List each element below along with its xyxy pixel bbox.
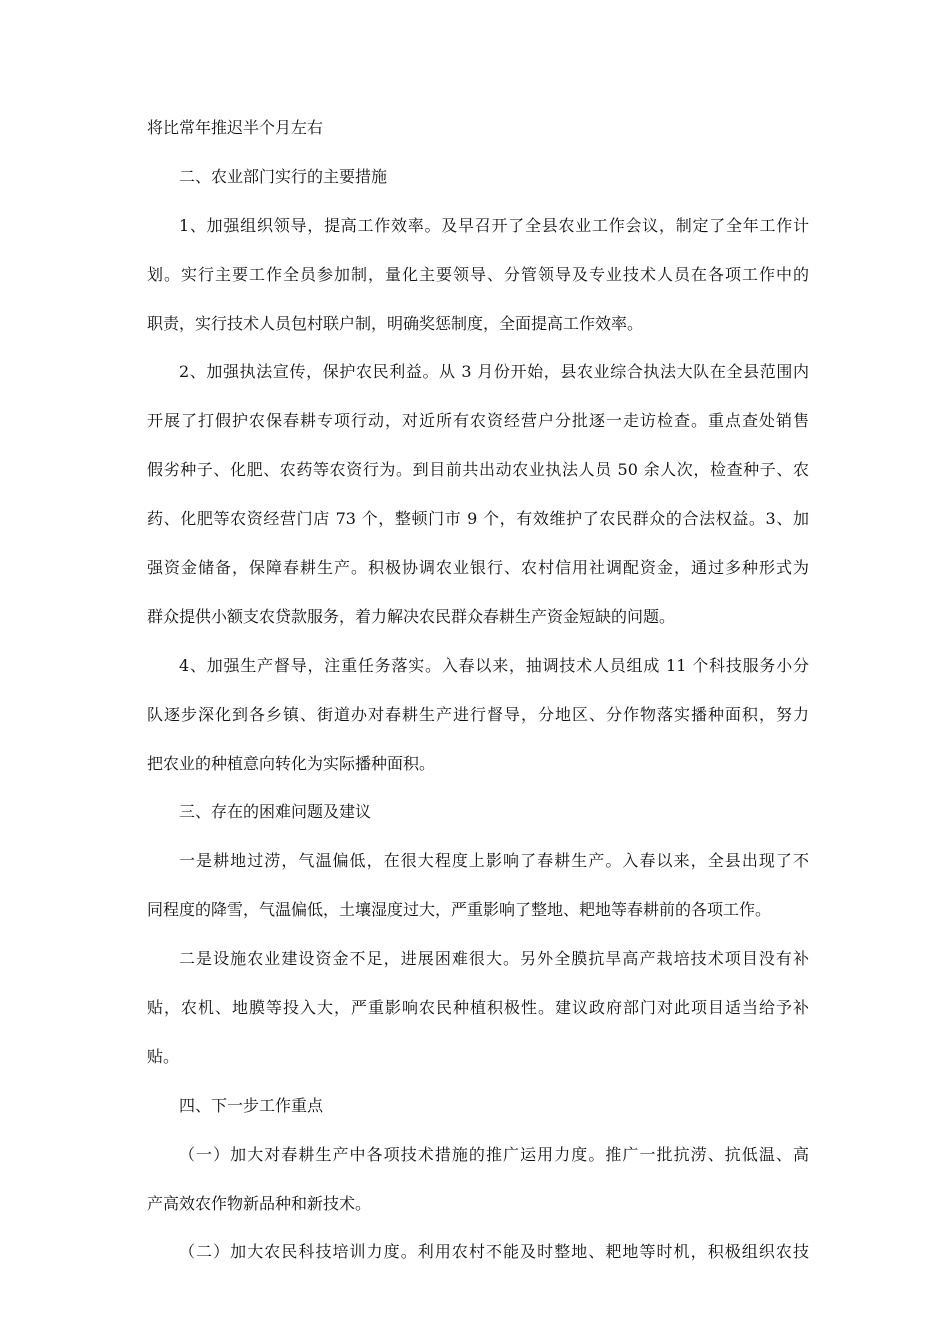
text-line: 假劣种子、化肥、农药等农资行为。到目前共出动农业执法人员 50 余人次，检查种子、农 [147, 460, 809, 480]
text-line: （一）加大对春耕生产中各项技术措施的推广运用力度。推广一批抗涝、抗低温、高 [179, 1144, 809, 1164]
section-heading: 二、农业部门实行的主要措施 [179, 166, 388, 186]
text-line: （二）加大农民科技培训力度。利用农村不能及时整地、耙地等时机，积极组织农技 [179, 1242, 809, 1262]
text-line: 4、加强生产督导，注重任务落实。入春以来，抽调技术人员组成 11 个科技服务小分 [179, 655, 809, 675]
section-heading: 四、下一步工作重点 [179, 1095, 324, 1115]
text-line: 划。实行主要工作全员参加制，量化主要领导、分管领导及专业技术人员在各项工作中的 [147, 264, 809, 284]
text-line: 职责，实行技术人员包村联户制，明确奖惩制度，全面提高工作效率。 [147, 313, 644, 333]
text-line: 把农业的种植意向转化为实际播种面积。 [147, 753, 436, 773]
text-line: 二是设施农业建设资金不足，进展困难很大。另外全膜抗旱高产栽培技术项目没有补 [179, 949, 809, 969]
text-line: 同程度的降雪，气温偏低，土壤湿度过大，严重影响了整地、耙地等春耕前的各项工作。 [147, 900, 772, 920]
text-line: 贴。 [147, 1046, 180, 1066]
document-body [147, 118, 809, 1291]
text-line: 2、加强执法宣传，保护农民利益。从 3 月份开始，县农业综合执法大队在全县范围内 [179, 362, 809, 382]
text-line: 一是耕地过涝，气温偏低，在很大程度上影响了春耕生产。入春以来，全县出现了不 [179, 851, 809, 871]
section-heading: 三、存在的困难问题及建议 [179, 802, 372, 822]
text-line: 强资金储备，保障春耕生产。积极协调农业银行、农村信用社调配资金，通过多种形式为 [147, 558, 809, 578]
text-line: 将比常年推迟半个月左右 [147, 118, 324, 137]
text-line: 群众提供小额支农贷款服务，着力解决农民群众春耕生产资金短缺的问题。 [147, 606, 676, 626]
text-line: 药、化肥等农资经营门店 73 个，整顿门市 9 个，有效维护了农民群众的合法权益。3、加 [147, 509, 809, 529]
text-line: 开展了打假护农保春耕专项行动，对近所有农资经营户分批逐一走访检查。重点查处销售 [147, 411, 809, 431]
text-line: 队逐步深化到各乡镇、街道办对春耕生产进行督导，分地区、分作物落实播种面积，努力 [147, 704, 809, 724]
text-line: 贴，农机、地膜等投入大，严重影响农民种植积极性。建议政府部门对此项目适当给予补 [147, 998, 809, 1018]
text-line: 产高效农作物新品种和新技术。 [147, 1193, 372, 1213]
text-line: 1、加强组织领导，提高工作效率。及早召开了全县农业工作会议，制定了全年工作计 [179, 215, 809, 235]
